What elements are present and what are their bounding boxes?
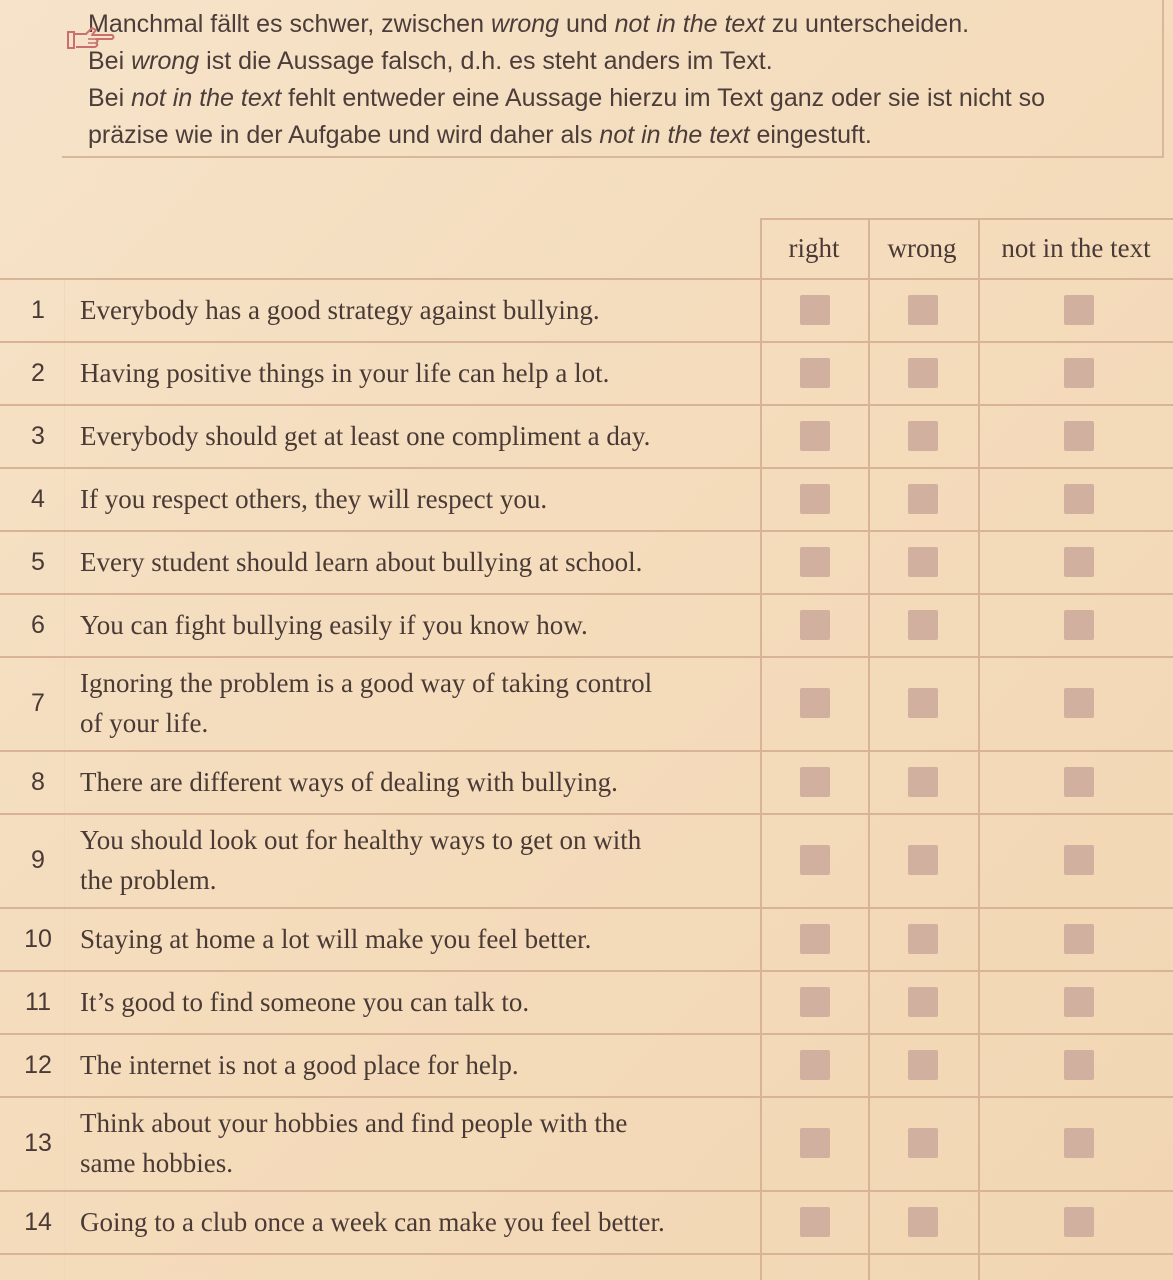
checkbox-not-in-text[interactable]	[1064, 924, 1094, 954]
tip-line	[88, 117, 1152, 154]
statement-text	[80, 820, 760, 900]
statement-line: of your life.	[80, 708, 209, 738]
statement-number: 13	[24, 1129, 52, 1157]
statement-line: It’s good to find someone you can talk to.	[80, 986, 530, 1017]
tip-emphasis: not in the text	[614, 10, 765, 38]
checkbox-right[interactable]	[800, 987, 830, 1017]
row-divider	[0, 656, 1173, 658]
statement-number: 4	[31, 484, 45, 513]
checkbox-not-in-text[interactable]	[1064, 987, 1094, 1017]
tip-emphasis: wrong	[490, 10, 560, 38]
header-bottom-border	[0, 278, 1173, 280]
statement-number: 11	[25, 987, 51, 1016]
tip-line	[88, 6, 1152, 43]
table-row	[0, 467, 1173, 530]
statement-text	[80, 1202, 760, 1242]
checkbox-not-in-text[interactable]	[1064, 1050, 1094, 1080]
tip-segment: Bei	[88, 47, 132, 75]
row-divider	[0, 1096, 1173, 1098]
row-divider	[0, 404, 1173, 406]
tip-text	[88, 6, 1152, 154]
row-divider	[0, 1253, 1173, 1255]
checkbox-wrong[interactable]	[908, 1128, 938, 1158]
table-row	[0, 278, 1173, 341]
statement-text	[80, 663, 760, 743]
checkbox-wrong[interactable]	[908, 547, 938, 577]
checkbox-wrong[interactable]	[908, 484, 938, 514]
checkbox-right[interactable]	[800, 924, 830, 954]
checkbox-wrong[interactable]	[908, 924, 938, 954]
statement-text	[80, 982, 760, 1022]
pointing-hand-icon	[66, 24, 116, 52]
statement-text	[80, 479, 760, 519]
table-row	[0, 907, 1173, 970]
table-row	[0, 1096, 1173, 1190]
checkbox-not-in-text[interactable]	[1064, 421, 1094, 451]
row-divider	[0, 907, 1173, 909]
checkbox-wrong[interactable]	[908, 610, 938, 640]
column-header-right: right	[788, 233, 840, 263]
statement-text	[80, 542, 760, 582]
statement-number: 12	[24, 1050, 52, 1079]
statement-line: You should look out for healthy ways to get on with	[80, 825, 642, 855]
row-divider	[0, 530, 1173, 532]
row-divider	[0, 813, 1173, 815]
statement-text	[80, 605, 760, 645]
row-divider	[0, 1190, 1173, 1192]
row-divider	[0, 593, 1173, 595]
table-row	[0, 341, 1173, 404]
checkbox-right[interactable]	[800, 295, 830, 325]
statement-number: 8	[31, 767, 45, 796]
checkbox-not-in-text[interactable]	[1064, 295, 1094, 325]
checkbox-not-in-text[interactable]	[1064, 484, 1094, 514]
tip-segment: eingestuft.	[749, 121, 872, 149]
checkbox-right[interactable]	[800, 845, 830, 875]
tip-line	[88, 80, 1152, 117]
statement-number: 3	[31, 421, 45, 450]
checkbox-not-in-text[interactable]	[1064, 1128, 1094, 1158]
checkbox-right[interactable]	[800, 547, 830, 577]
statement-text	[80, 353, 760, 393]
checkbox-not-in-text[interactable]	[1064, 1207, 1094, 1237]
column-divider	[978, 218, 980, 1280]
statement-number: 14	[24, 1207, 52, 1236]
statement-number: 10	[24, 924, 52, 953]
checkbox-right[interactable]	[800, 1207, 830, 1237]
checkbox-not-in-text[interactable]	[1064, 688, 1094, 718]
statement-line: Every student should learn about bullying at school.	[80, 546, 643, 577]
table-row	[0, 1190, 1173, 1253]
tip-segment: fehlt entweder eine Aussage hierzu im Text ganz oder sie ist nicht so	[281, 84, 1046, 112]
tip-emphasis: not in the text	[131, 84, 282, 112]
statement-line: If you respect others, they will respect you.	[80, 483, 548, 514]
column-divider	[868, 218, 870, 1280]
checkbox-right[interactable]	[800, 1128, 830, 1158]
checkbox-not-in-text[interactable]	[1064, 358, 1094, 388]
tip-segment: Manchmal fällt es schwer, zwischen	[88, 10, 491, 38]
statement-number: 7	[31, 689, 45, 717]
tip-segment: zu unterscheiden.	[764, 10, 970, 38]
checkbox-wrong[interactable]	[908, 987, 938, 1017]
tip-emphasis: wrong	[131, 47, 200, 75]
header-top-border	[760, 218, 1173, 220]
statement-number: 1	[31, 295, 45, 324]
statement-text	[80, 416, 760, 456]
statement-line: Ignoring the problem is a good way of taking control	[80, 668, 653, 698]
checkbox-right[interactable]	[800, 767, 830, 797]
table-row	[0, 970, 1173, 1033]
statement-text	[80, 919, 760, 959]
checkbox-wrong[interactable]	[908, 358, 938, 388]
statement-line: The internet is not a good place for help.	[80, 1049, 519, 1080]
tip-line	[88, 43, 1152, 80]
statement-text	[80, 1045, 760, 1085]
statement-line: Think about your hobbies and find people with the	[80, 1108, 628, 1138]
statement-text	[80, 290, 760, 330]
table-row	[0, 1033, 1173, 1096]
row-divider	[0, 970, 1173, 972]
checkbox-wrong[interactable]	[908, 767, 938, 797]
statement-line: Everybody should get at least one compliment a day.	[80, 420, 651, 451]
checkbox-wrong[interactable]	[908, 1207, 938, 1237]
statement-line: Everybody has a good strategy against bullying.	[80, 294, 600, 325]
column-divider	[760, 218, 762, 1280]
column-header-not-in-text: not in the text	[1001, 233, 1151, 263]
tip-segment: Bei	[88, 84, 132, 112]
table-header	[760, 218, 1173, 278]
tip-box	[62, 0, 1164, 158]
checkbox-wrong[interactable]	[908, 845, 938, 875]
statement-line: Having positive things in your life can help a lot.	[80, 357, 610, 388]
statement-line: same hobbies.	[80, 1148, 233, 1178]
checkbox-wrong[interactable]	[908, 1050, 938, 1080]
checkbox-right[interactable]	[800, 358, 830, 388]
checkbox-right[interactable]	[800, 484, 830, 514]
statement-text	[80, 1103, 760, 1183]
checkbox-not-in-text[interactable]	[1064, 767, 1094, 797]
checkbox-right[interactable]	[800, 1050, 830, 1080]
checkbox-wrong[interactable]	[908, 688, 938, 718]
statement-line: You can fight bullying easily if you know how.	[80, 609, 588, 640]
table-row	[0, 656, 1173, 750]
tip-emphasis: not in the text	[599, 121, 750, 149]
table-row	[0, 593, 1173, 656]
statement-line: Going to a club once a week can make you feel better.	[80, 1206, 665, 1237]
row-divider	[0, 467, 1173, 469]
checkbox-right[interactable]	[800, 688, 830, 718]
checkbox-wrong[interactable]	[908, 421, 938, 451]
checkbox-not-in-text[interactable]	[1064, 610, 1094, 640]
row-divider	[0, 750, 1173, 752]
checkbox-not-in-text[interactable]	[1064, 547, 1094, 577]
statement-number: 6	[31, 610, 45, 639]
table-row	[0, 404, 1173, 467]
statement-number: 9	[31, 846, 45, 874]
statement-line: Staying at home a lot will make you feel better.	[80, 923, 592, 954]
statement-line: There are different ways of dealing with bullying.	[80, 766, 618, 797]
row-divider	[0, 1033, 1173, 1035]
statement-number: 5	[31, 547, 45, 576]
tip-segment: präzise wie in der Aufgabe und wird daher als	[88, 121, 600, 149]
table-row	[0, 530, 1173, 593]
statement-line: the problem.	[80, 865, 217, 895]
tip-segment: ist die Aussage falsch, d.h. es steht anders im Text.	[199, 47, 773, 75]
checkbox-not-in-text[interactable]	[1064, 845, 1094, 875]
tip-segment: und	[559, 10, 615, 38]
statement-number: 2	[31, 358, 45, 387]
statement-table	[0, 218, 1173, 1280]
checkbox-wrong[interactable]	[908, 295, 938, 325]
checkbox-right[interactable]	[800, 610, 830, 640]
table-row	[0, 813, 1173, 907]
column-header-wrong: wrong	[887, 233, 957, 263]
checkbox-right[interactable]	[800, 421, 830, 451]
table-row	[0, 750, 1173, 813]
statement-text	[80, 762, 760, 802]
row-divider	[0, 341, 1173, 343]
